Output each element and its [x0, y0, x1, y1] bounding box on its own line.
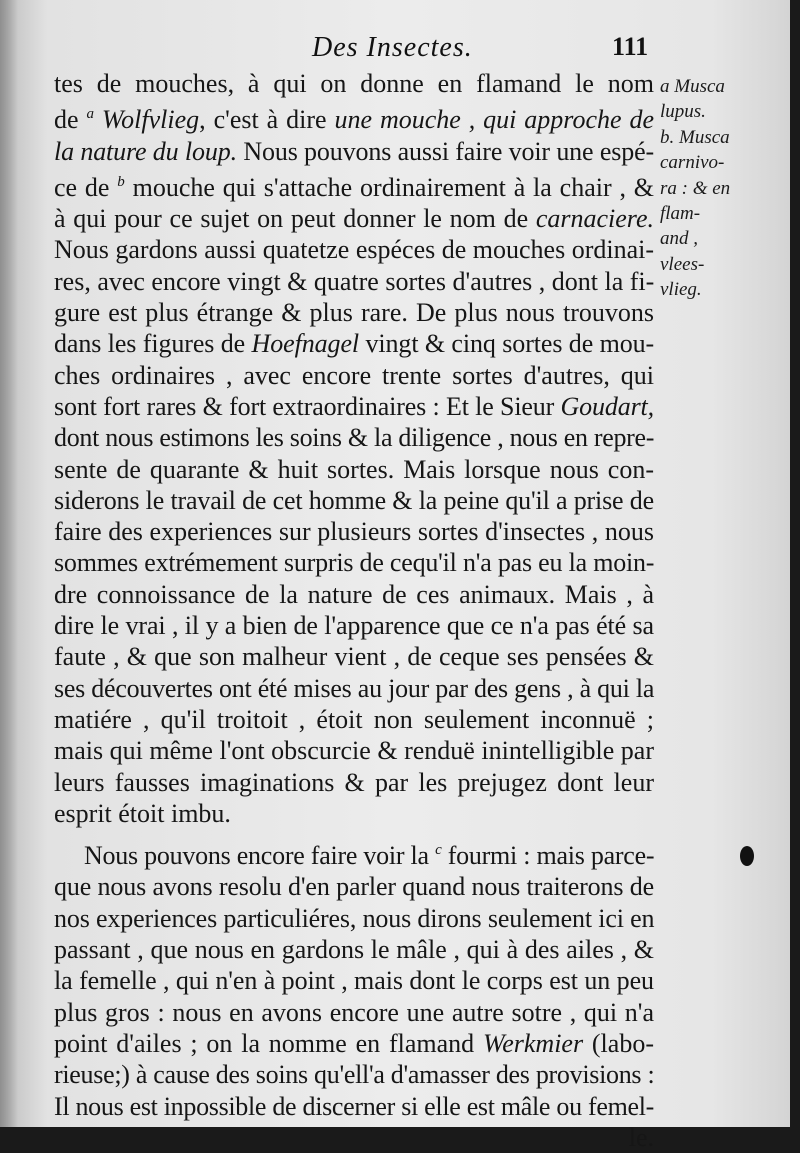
margin-note-line: lupus.	[660, 101, 706, 123]
text-segment: Il nous est inpossible de discerner si elle est mâle ou femel-	[54, 1091, 654, 1121]
text-segment: faute , & que son malheur vient , de ceque ses pensées &	[54, 642, 654, 672]
italic-text: carnaciere.	[535, 204, 654, 234]
page-gutter-shadow	[0, 0, 18, 1127]
page-header	[0, 28, 790, 68]
text-line	[54, 997, 654, 1028]
text-line	[54, 704, 654, 735]
text-segment: vingt & cinq sortes de mou-	[359, 329, 655, 359]
text-segment: tes de mouches, à qui on donne en flamand le nom	[54, 69, 654, 98]
text-segment: siderons le travail de cet homme & la peine qu'il a prise de	[54, 485, 654, 515]
text-segment: fourmi : mais parce-	[441, 841, 655, 871]
margin-note-line: flam-	[660, 203, 701, 225]
text-line	[54, 934, 654, 965]
italic-text: Werkmier	[482, 1028, 584, 1058]
text-segment: la femelle , qui n'en à point , mais dont le corps est un peu	[54, 966, 654, 996]
note-reference: a	[86, 106, 94, 123]
text-line	[54, 136, 654, 167]
text-segment: ses découvertes ont été mises au jour par des gens , à qui la	[54, 673, 655, 703]
ink-blot	[740, 846, 754, 866]
note-reference: b	[117, 173, 125, 190]
text-segment: sente de quarante & huit sortes. Mais lorsque nous con-	[54, 454, 654, 484]
margin-note-line: ra : & en	[660, 177, 731, 199]
margin-note-line: vlieg.	[660, 279, 702, 301]
margin-note-line: and ,	[660, 228, 698, 250]
text-line	[54, 641, 654, 672]
text-segment: plus gros : nous en avons encore une autre sotre , qui n'a	[54, 997, 654, 1027]
italic-text: Wolfvlieg	[93, 105, 200, 135]
text-line	[54, 266, 654, 297]
text-segment: dont nous estimons les soins & la diligence , nous en repre-	[54, 423, 655, 453]
text-line	[54, 454, 654, 485]
text-line	[54, 903, 654, 934]
text-line	[54, 1122, 654, 1153]
text-line	[54, 610, 654, 641]
italic-text: Hoefnagel	[251, 329, 360, 359]
text-line	[54, 735, 654, 766]
text-segment: point d'ailes ; on la nomme en flamand	[54, 1028, 483, 1058]
text-segment: leurs fausses imaginations & par les prejugez dont leur	[54, 767, 654, 797]
text-segment: dire le vrai , il y a bien de l'apparence que ce n'a pas été sa	[54, 611, 654, 641]
text-line	[54, 485, 654, 516]
text-segment: ches ordinaires , avec encore trente sortes d'autres, qui	[54, 360, 654, 390]
note-reference: c	[435, 842, 442, 859]
text-line	[54, 234, 654, 265]
text-line	[54, 167, 654, 203]
margin-notes	[660, 74, 785, 303]
text-line	[54, 297, 654, 328]
text-segment: sont fort rares & fort extraordinaires : Et le Sieur	[54, 391, 561, 421]
text-segment: mais qui même l'ont obscurcie & renduë inintelligible par	[54, 736, 654, 766]
text-segment: Nous pouvons encore faire voir la	[84, 841, 436, 871]
text-segment: sommes extrémement surpris de cequ'il n'a pas eu la moin-	[54, 548, 655, 578]
text-line	[54, 1059, 654, 1090]
text-segment: dans les figures de	[54, 329, 252, 359]
text-segment: res, avec encore vingt & quatre sortes d'autres , dont la fi-	[54, 266, 655, 296]
text-segment: matiére , qu'il troitoit , étoit non seulement inconnuë ;	[54, 704, 654, 734]
text-segment: de	[54, 105, 87, 135]
body-text	[54, 68, 654, 1153]
margin-note-line: vlees-	[660, 253, 705, 275]
text-segment: dre connoissance de la nature de ces animaux. Mais , à	[54, 579, 654, 609]
text-segment: faire des experiences sur plusieurs sortes d'insectes , nous	[54, 517, 654, 547]
text-segment: Nous pouvons aussi faire voir une espé-	[236, 136, 654, 166]
text-segment: Nous gardons aussi quatetze espéces de mouches ordinai-	[54, 235, 654, 265]
text-segment: que nous avons resolu d'en parler quand nous traiterons de	[54, 872, 654, 902]
text-segment: mouche qui s'attache ordinairement à la chair , &	[124, 172, 654, 202]
page-number: 111	[612, 32, 649, 61]
italic-text: Goudart,	[560, 391, 654, 421]
italic-text: une mouche , qui approche de	[334, 105, 655, 135]
text-line	[54, 99, 654, 135]
margin-note-line: b. Musca	[660, 126, 730, 148]
text-segment: rieuse;) à cause des soins qu'ell'a d'amasser des provisions :	[54, 1060, 655, 1090]
text-line	[54, 1028, 654, 1059]
text-line	[54, 798, 654, 829]
text-segment: gure est plus étrange & plus rare. De plus nous trouvons	[54, 298, 654, 328]
text-line	[54, 203, 654, 234]
text-segment: (labo-	[583, 1028, 654, 1058]
text-line	[54, 391, 654, 422]
text-line	[54, 516, 654, 547]
text-segment: ce de	[54, 172, 118, 202]
text-line	[54, 547, 654, 578]
text-line	[54, 767, 654, 798]
text-line	[54, 68, 654, 99]
text-segment: à qui pour ce sujet on peut donner le nom de	[54, 204, 536, 234]
text-segment: nos experiences particuliéres, nous dirons seulement ici en	[54, 903, 655, 933]
text-segment: le.	[628, 1122, 654, 1152]
italic-text: la nature du loup.	[54, 136, 237, 166]
text-line	[54, 360, 654, 391]
text-line	[54, 422, 654, 453]
text-line	[54, 328, 654, 359]
margin-note-line: a Musca	[660, 76, 725, 97]
text-line	[54, 673, 654, 704]
text-segment: esprit étoit imbu.	[54, 798, 231, 828]
margin-note-line: carnivo-	[660, 152, 725, 174]
text-line	[54, 835, 654, 871]
text-line	[54, 871, 654, 902]
text-line	[54, 965, 654, 996]
text-segment: passant , que nous en gardons le mâle , qui à des ailes , &	[54, 935, 654, 965]
text-line	[54, 1091, 654, 1122]
text-segment: , c'est à dire	[199, 105, 335, 135]
text-line	[54, 579, 654, 610]
running-title: Des Insectes.	[312, 32, 473, 63]
